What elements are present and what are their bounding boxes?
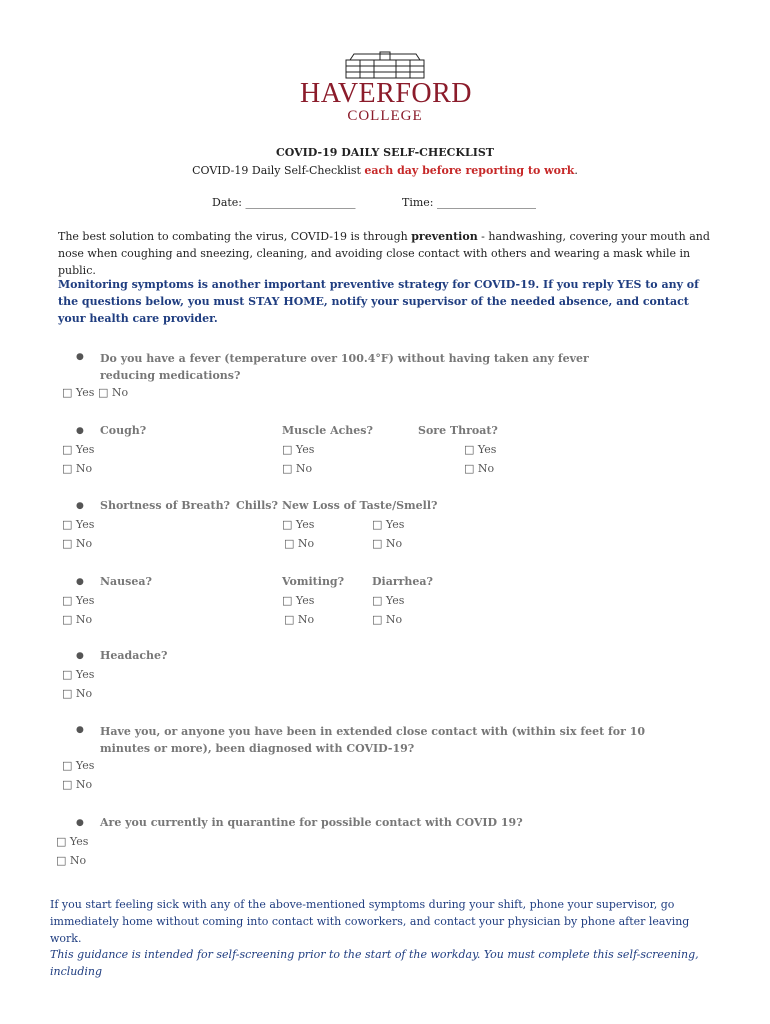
- bullet: ●: [76, 818, 84, 828]
- question-loss-of-taste: New Loss of Taste/Smell?: [282, 499, 438, 512]
- question-close-contact: Have you, or anyone you have been in extended close contact with (within six feet for 10 minutes or more), been diagnosed with COVID-19?: [100, 725, 646, 755]
- bullet: ●: [76, 426, 84, 436]
- logo-college: COLLEGE: [347, 108, 423, 124]
- nausea-no-checkbox[interactable]: □ No: [62, 613, 93, 626]
- intro-post: - handwashing, covering your mouth and nose when coughing and sneezing, cleaning, and avoiding close contact with others and wearing a mask while in public.: [58, 230, 710, 277]
- bullet: ●: [76, 651, 84, 661]
- question-fever: Do you have a fever (temperature over 100.4°F) without having taken any fever reducing medications?: [100, 352, 589, 382]
- headache-yes-checkbox[interactable]: □ Yes: [62, 668, 95, 681]
- intro-paragraph: [58, 228, 718, 279]
- question-cough: Cough?: [100, 424, 147, 437]
- breath-yes-checkbox[interactable]: □ Yes: [62, 518, 95, 531]
- intro-pre: The best solution to combating the virus, COVID-19 is through: [58, 230, 412, 243]
- question-diarrhea: Diarrhea?: [372, 575, 434, 588]
- bullet: ●: [76, 352, 84, 362]
- question-nausea: Nausea?: [100, 575, 152, 588]
- question-sore-throat: Sore Throat?: [418, 424, 498, 437]
- contact-no-checkbox[interactable]: □ No: [62, 778, 93, 791]
- subtitle-plain: COVID-19 Daily Self-Checklist: [192, 164, 365, 177]
- building-icon: [300, 50, 470, 80]
- muscle-yes-checkbox[interactable]: □ Yes: [282, 443, 315, 456]
- headache-no-checkbox[interactable]: □ No: [62, 687, 93, 700]
- date-field[interactable]: Date: ____________________: [212, 196, 356, 209]
- page-subtitle: [0, 164, 770, 177]
- bullet: ●: [76, 725, 84, 735]
- intro-bold: prevention: [411, 230, 478, 243]
- quarantine-yes-checkbox[interactable]: □ Yes: [56, 835, 89, 848]
- chills-yes-checkbox[interactable]: □ Yes: [282, 518, 315, 531]
- bullet: ●: [76, 501, 84, 511]
- time-field[interactable]: Time: __________________: [402, 196, 536, 209]
- cough-yes-checkbox[interactable]: □ Yes: [62, 443, 95, 456]
- diarrhea-no-checkbox[interactable]: □ No: [372, 613, 403, 626]
- question-headache: Headache?: [100, 649, 168, 662]
- subtitle-emphasis: each day before reporting to work: [364, 164, 575, 177]
- question-shortness-of-breath: Shortness of Breath?: [100, 499, 231, 512]
- throat-no-checkbox[interactable]: □ No: [464, 462, 495, 475]
- question-chills: Chills?: [236, 499, 278, 512]
- nausea-yes-checkbox[interactable]: □ Yes: [62, 594, 95, 607]
- taste-no-checkbox[interactable]: □ No: [372, 537, 403, 550]
- college-logo: [300, 50, 473, 125]
- fever-no-checkbox[interactable]: □ No: [98, 386, 129, 399]
- guidance-note: This guidance is intended for self-screening prior to the start of the workday. You must complete this self-screening, including: [50, 948, 699, 978]
- question-vomiting: Vomiting?: [282, 575, 345, 588]
- vomiting-no-checkbox[interactable]: □ No: [284, 613, 315, 626]
- cough-no-checkbox[interactable]: □ No: [62, 462, 93, 475]
- shift-note: If you start feeling sick with any of the above-mentioned symptoms during your shift, phone your supervisor, go immediately home without coming into contact with coworkers, and contact your physician by phone after leaving work.: [50, 898, 690, 945]
- vomiting-yes-checkbox[interactable]: □ Yes: [282, 594, 315, 607]
- muscle-no-checkbox[interactable]: □ No: [282, 462, 313, 475]
- breath-no-checkbox[interactable]: □ No: [62, 537, 93, 550]
- throat-yes-checkbox[interactable]: □ Yes: [464, 443, 497, 456]
- question-quarantine: Are you currently in quarantine for possible contact with COVID 19?: [100, 816, 523, 829]
- fever-yes-checkbox[interactable]: □ Yes: [62, 386, 95, 399]
- taste-yes-checkbox[interactable]: □ Yes: [372, 518, 405, 531]
- contact-yes-checkbox[interactable]: □ Yes: [62, 759, 95, 772]
- diarrhea-yes-checkbox[interactable]: □ Yes: [372, 594, 405, 607]
- logo-haverford: HAVERFORD: [300, 78, 473, 109]
- chills-no-checkbox[interactable]: □ No: [284, 537, 315, 550]
- page-title: COVID-19 DAILY SELF-CHECKLIST: [275, 146, 494, 159]
- monitoring-paragraph: Monitoring symptoms is another important preventive strategy for COVID-19. If you reply YES to any of the questions below, you must STAY HOME, notify your supervisor of the needed absence, and contact your health care provider.: [58, 278, 699, 325]
- question-muscle-aches: Muscle Aches?: [282, 424, 373, 437]
- bullet: ●: [76, 577, 84, 587]
- quarantine-no-checkbox[interactable]: □ No: [56, 854, 87, 867]
- subtitle-end: .: [574, 164, 578, 177]
